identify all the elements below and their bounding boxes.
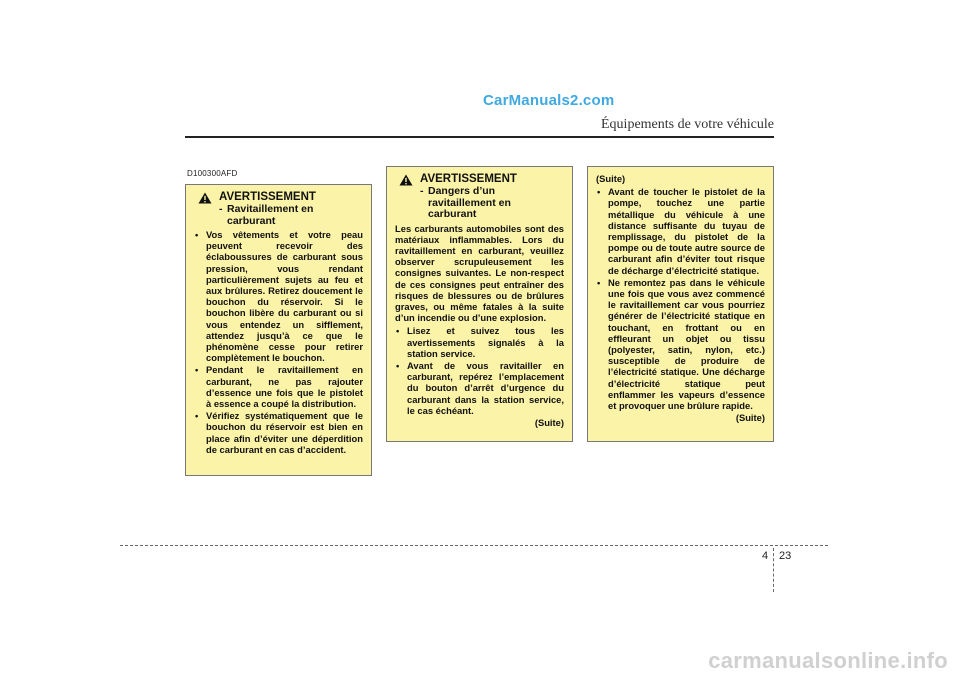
subtitle-line: Ravitaillement en [227,203,314,215]
subtitle-dash: - [219,203,223,215]
list-item-text: Avant de vous ravitailler en carburant, repérez l’emplacement du bouton d’arrêt d’urgence du carburant dans la station service, le cas échéant. [407,359,564,416]
list-item-text: Lisez et suivez tous les avertissements signalés à la station service. [407,325,564,359]
warning-box-refueling [185,184,372,476]
warning-triangle-icon [399,174,413,186]
list-item: • Vos vêtements et votre peau peuvent recevoir des éclaboussures de carburant sous pression, vous rendant particulièrement sujets au feu et aux brûlures. Retirez doucement le bouchon du réservoir. Si le bouchon libère du carburant ou si vous entendez un sifflement, attendez jusqu’à ce que le phénomène cesse pour retirer complètement le bouchon. [195,229,363,364]
list-item-text: Vos vêtements et votre peau peuvent recevoir des éclaboussures de carburant sous pression, vous rendant particulièrement sujets au feu et aux brûlures. Retirez doucement le bouchon du réservoir. Si le bouchon libère du carburant ou si vous entendez un sifflement, attendez jusqu’à ce que le phénomène cesse pour retirer complètement le bouchon. [206,229,363,364]
warning-title: AVERTISSEMENT [219,191,316,203]
footer-divider [773,548,774,592]
subtitle-line: ravitaillement en [428,196,511,209]
page-number: 23 [779,550,792,562]
document-code: D100300AFD [187,169,238,178]
continued-label: (Suite) [735,412,765,424]
list-item: • Avant de vous ravitailler en carburant, repérez l’emplacement du bouton d’arrêt d’urgence du carburant dans la station service, le cas échéant. [396,359,564,416]
list-item-text: Ne remontez pas dans le véhicule une fois que vous avez commencé le ravitaillement car vous pourriez générer de l’électricité statique en touchant, en frottant ou en effleurant un objet ou tissu (polyester, satin, nylon, etc.) susceptible de produire de l’électricité statique. Une décharge d’électricité statique peut enflammer les vapeurs d’essence et provoquer une brûlure rapide. [608,276,765,412]
subtitle-dash: - [420,185,424,197]
intro-paragraph: Les carburants automobiles sont des matériaux inflammables. Lors du ravitaillement en carburant, veuillez observer scrupuleusement les consignes suivantes. Le non-respect de ces consignes peut entraîner des risques de blessures ou de brûlures graves, ou même fatales à la suite d’un incendie ou d’une explosion. [395,222,564,324]
warning-list [596,186,765,411]
list-item: • Avant de toucher le pistolet de la pompe, touchez une partie métallique du véhicule à une distance suffisante du tuyau de remplissage, du pistolet de la pompe ou de toute autre source de carburant afin d’éviter tout risque de décharge d’électricité statique. [597,186,765,276]
warning-subtitle [395,186,564,221]
section-title: Équipements de votre véhicule [601,117,774,132]
warning-list [395,325,564,416]
subtitle-line: carburant [428,208,477,220]
list-item-text: Avant de toucher le pistolet de la pompe, touchez une partie métallique du véhicule à une distance suffisante du tuyau de remplissage, du pistolet de la pompe ou de toute autre source de carburant afin d’éviter tout risque de décharge d’électricité statique. [608,186,765,276]
continued-label: (Suite) [534,416,564,428]
continued-from-label: (Suite) [596,173,626,184]
footer-rule [120,545,828,546]
subtitle-line: Dangers d’un [428,185,496,197]
watermark-bottom: carmanualsonline.info [708,648,948,673]
list-item: • Lisez et suivez tous les avertissements signalés à la station service. [396,325,564,359]
list-item: • Ne remontez pas dans le véhicule une fois que vous avez commencé le ravitaillement car vous pourriez générer de l’électricité statique en touchant, en frottant ou en effleurant un objet ou tissu (polyester, satin, nylon, etc.) susceptible de produire de l’électricité statique. Une décharge d’électricité statique peut enflammer les vapeurs d’essence et provoquer une brûlure rapide. [597,276,765,412]
list-item: • Pendant le ravitaillement en carburant, ne pas rajouter d’essence une fois que le pistolet à essence a coupé la distribution. [195,364,363,410]
warning-box-continued [587,166,774,442]
list-item: • Vérifiez systématiquement que le bouchon du réservoir est bien en place afin d’éviter une déperdition de carburant en cas d’accident. [195,410,363,455]
subtitle-line: carburant [227,214,276,227]
watermark-top: CarManuals2.com [483,92,615,109]
warning-subtitle [194,204,363,227]
warning-triangle-icon [198,192,212,204]
list-item-text: Vérifiez systématiquement que le bouchon du réservoir est bien en place afin d’éviter une déperdition de carburant en cas d’accident. [206,410,363,455]
list-item-text: Pendant le ravitaillement en carburant, ne pas rajouter d’essence une fois que le pistolet à essence a coupé la distribution. [206,364,363,410]
warning-list [194,229,363,455]
header-rule [185,136,774,138]
warning-title: AVERTISSEMENT [420,173,517,185]
chapter-number: 4 [762,550,769,562]
warning-box-refueling-dangers [386,166,573,442]
